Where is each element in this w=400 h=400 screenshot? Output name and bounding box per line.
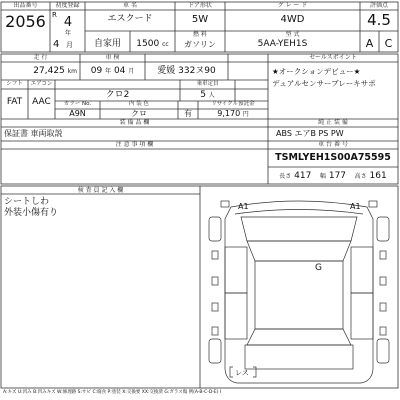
side-marker [380, 327, 386, 335]
rear-right-tire [377, 339, 389, 363]
side-marker [212, 277, 218, 285]
rear-left-tire [209, 339, 221, 363]
rear-window [247, 329, 351, 345]
inspector-notes-label: 検 査 員 記 入 欄 [77, 187, 124, 194]
dimension-value: 161 [369, 171, 387, 181]
factory-equipment: ABS エアB PS PW [276, 129, 344, 138]
shift-label: シフト [6, 81, 23, 87]
inspector-note: シートしわ [4, 197, 50, 207]
dimensions [268, 172, 398, 181]
fuel-type: ガソリン [184, 40, 216, 49]
roof-panel [255, 261, 343, 329]
front-right-tire [377, 217, 389, 241]
rear-panel [245, 345, 353, 369]
rear-right-door [351, 293, 373, 339]
exterior-score: C [384, 37, 393, 50]
car-diagram [201, 187, 397, 387]
damage-legend: A:キズ U:凹み B:凹みキズ W:修理跡 S:サビ C:腐食 P:塗装 X:交換要 XX:交換済 G:ガラス傷 例(A-B-C-D-E) I [3, 390, 222, 395]
dimension-label: 幅 [319, 173, 326, 180]
capacity-label: 乗車定員 [196, 81, 219, 87]
side-marker [380, 277, 386, 285]
accessories: 保証書 車両取説 [4, 129, 63, 138]
inspection-month-unit: 月 [128, 68, 135, 75]
car-name: エスクード [107, 14, 153, 24]
chassis-number-label: 車 台 番 号 [318, 141, 348, 148]
first-registration-label: 初度登録 [55, 2, 80, 9]
dimension-label: 高さ [354, 173, 367, 180]
registration-year: 4 [63, 15, 73, 30]
lot-number-label: 出品番号 [13, 2, 38, 9]
factory-equipment-label: 純 正 装 備 [318, 119, 348, 126]
recycle-fee-value: 9,170 [217, 109, 241, 118]
interior-color: クロ [131, 109, 147, 118]
rear-left-door [225, 293, 247, 339]
inspection-year-unit: 年 [105, 68, 112, 75]
side-marker [212, 327, 218, 335]
inspection-year: 09 [90, 66, 103, 76]
color-value: クロ2 [105, 90, 130, 100]
inspector-note: 外装小傷有り [4, 208, 59, 218]
model-code: 5AA-YEH1S [257, 39, 308, 49]
side-marker [380, 303, 386, 311]
dimension-value: 177 [328, 171, 347, 181]
right-mirror [369, 201, 377, 207]
score-label: 評価点 [369, 2, 388, 9]
color-number: A9N [69, 109, 86, 118]
inspection-date [80, 67, 145, 76]
recycle-flag: 有 [184, 109, 192, 118]
usage-type: 自家用 [93, 39, 121, 49]
front-bumper [235, 210, 363, 215]
capacity-value: 5 [200, 90, 206, 100]
bracket-left [230, 367, 233, 377]
mileage [1, 67, 77, 76]
bracket-right [253, 367, 256, 377]
front-left-door [225, 247, 247, 293]
front-right-door [351, 247, 373, 293]
registration-year-unit: 年 [64, 30, 71, 37]
displacement [130, 40, 175, 49]
registration-month: 4 [53, 39, 60, 50]
inspection-label: 車 検 [105, 54, 120, 61]
hood-panel [241, 217, 357, 241]
damage-mark: A1 [350, 202, 361, 211]
grade: 4WD [280, 14, 305, 25]
aircon-label: エアコン [30, 81, 53, 87]
dimension-value: 417 [294, 171, 312, 181]
mileage-label: 走 行 [33, 54, 48, 61]
model-code-label: 型 式 [285, 31, 300, 38]
caution-label: 注 意 事 項 欄 [115, 141, 154, 148]
overall-score: 4.5 [367, 11, 391, 29]
side-marker [212, 303, 218, 311]
interior-score: A [365, 37, 374, 50]
left-mirror [221, 201, 229, 207]
sales-point-label: セールスポイント [309, 54, 357, 61]
damage-mark: A1 [238, 202, 249, 211]
color-number-label: カラー No. [63, 101, 92, 107]
inspection-month: 04 [113, 66, 126, 76]
grade-label: グ レ ー ド [277, 2, 308, 9]
capacity-unit: 人 [208, 92, 215, 99]
lot-number: 2056 [5, 12, 46, 31]
displacement-value: 1500 [136, 39, 160, 49]
damage-mark: G [315, 263, 322, 273]
interior-color-label: 内 装 色 [129, 101, 149, 107]
car-name-label: 車 名 [123, 2, 137, 9]
windshield [247, 241, 351, 261]
chassis-number: TSMLYEH1S00A75595 [275, 152, 391, 163]
accessories-label: 装 備 品 欄 [119, 119, 150, 126]
mileage-value: 27,425 [33, 66, 65, 76]
registration-era: R [52, 11, 57, 19]
plate-number: 332ヌ90 [178, 66, 216, 76]
shift-type: FAT [6, 97, 23, 107]
side-marker [380, 251, 386, 259]
rear-note: レス [235, 369, 249, 377]
aircon-type: AAC [32, 97, 51, 107]
door-type: 5W [191, 14, 209, 25]
side-marker [212, 251, 218, 259]
mileage-unit: km [67, 68, 77, 75]
recycle-fee [198, 110, 268, 118]
dimension-label: 長さ [279, 173, 292, 180]
door-type-label: ドア形状 [188, 2, 212, 9]
sales-point-item: ★オークションデビュー★ [272, 67, 361, 76]
license-plate [145, 67, 228, 76]
recycle-fee-label: リサイクル預託金 [211, 101, 255, 107]
sales-point-item: デュアルセンサーブレーキサポ [272, 79, 376, 88]
plate-region: 愛媛 [157, 66, 176, 76]
front-left-tire [209, 217, 221, 241]
registration-month-unit: 月 [66, 41, 73, 49]
fuel-label: 燃 料 [193, 31, 207, 38]
displacement-unit: cc [162, 41, 169, 48]
recycle-fee-unit: 円 [242, 111, 249, 118]
capacity [180, 91, 235, 100]
